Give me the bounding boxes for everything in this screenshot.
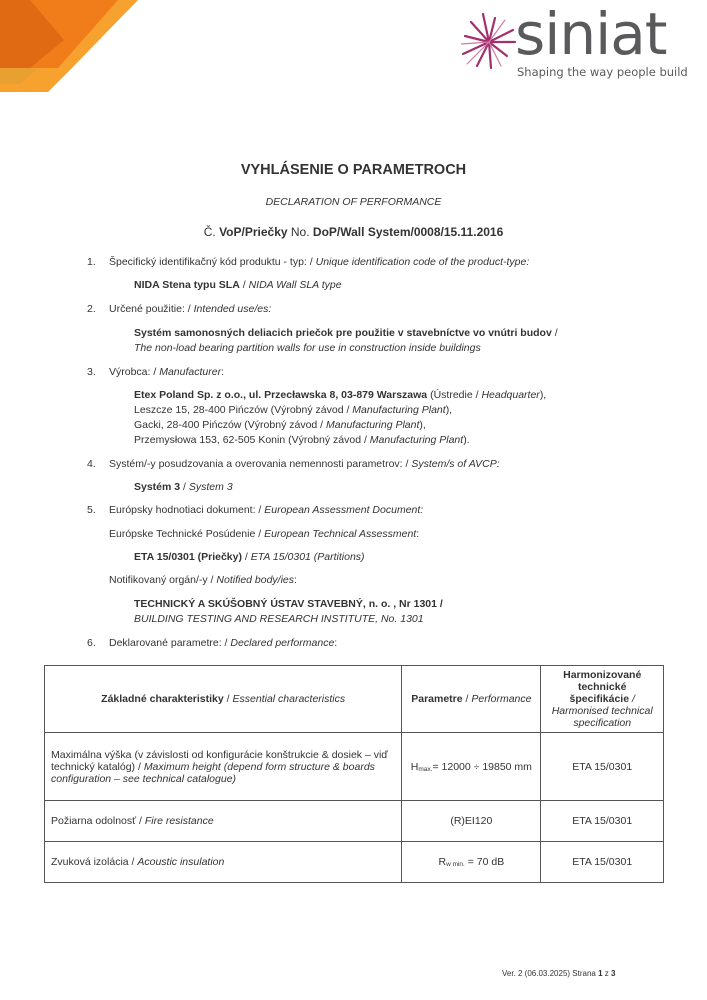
separator: / [242, 279, 246, 291]
label-sk: Systém/-y posudzovania a overovania nemennosti parametrov: / [109, 458, 409, 470]
value-sk: Systém samonosných deliacich priečok pre použitie v stavebníctve vo vnútri budov [134, 327, 552, 339]
hq-close: ), [539, 389, 547, 401]
label-sk: Notifikovaný orgán/-y / [109, 574, 214, 586]
label-sk: Určené použitie: / [109, 303, 191, 315]
separator: / [244, 551, 248, 563]
header-sk: Základné charakteristiky [101, 693, 224, 705]
perf-subscript: w min. [446, 861, 465, 868]
starburst-icon [461, 12, 517, 72]
section-number: 5. [87, 504, 96, 516]
plant-end: ). [463, 434, 470, 446]
label-sk: Európske Technické Posúdenie / [109, 528, 262, 540]
manufacturer-plant [134, 434, 470, 446]
cell-characteristic [45, 842, 402, 883]
value-en: NIDA Wall SLA type [248, 279, 342, 291]
document-subtitle: DECLARATION OF PERFORMANCE [265, 196, 442, 208]
section-number: 3. [87, 366, 96, 378]
separator: / [465, 693, 469, 705]
header-en: Essential characteristics [232, 693, 346, 705]
section-2-value-sk [134, 327, 558, 339]
perf-value: (R)EI120 [450, 815, 493, 827]
section-1-value [134, 279, 342, 291]
hq-type-en: Headquarter [481, 389, 540, 401]
siniat-logo [461, 0, 688, 82]
hq-address: Etex Poland Sp. z o.o., ul. Przecławska 8, 03-879 Warszawa [134, 389, 428, 401]
value-sk: NIDA Stena typu SLA [134, 279, 240, 291]
table-row [45, 801, 664, 842]
docno-prefix: Č. [203, 225, 216, 239]
corner-decoration [0, 0, 140, 92]
section-3-text [109, 366, 224, 378]
section-1-text [109, 256, 529, 268]
logo-wordmark: siniat [515, 0, 667, 68]
cell-performance [402, 842, 541, 883]
colon: : [416, 528, 420, 540]
plant-end: ), [419, 419, 426, 431]
cell-characteristic [45, 733, 402, 801]
document-title: VYHLÁSENIE O PARAMETROCH [240, 162, 467, 178]
cell-characteristic [45, 801, 402, 842]
section-5-text [109, 504, 423, 516]
eta-value [134, 551, 365, 563]
char-en: Fire resistance [144, 815, 214, 827]
cell-spec: ETA 15/0301 [541, 801, 664, 842]
docno-mid: No. [290, 225, 310, 239]
section-number: 6. [87, 637, 96, 649]
label-en: Intended use/es: [193, 303, 272, 315]
header-harmonised-spec [541, 666, 664, 733]
colon: : [221, 366, 224, 378]
label-en: Unique identification code of the product-type: [315, 256, 530, 268]
char-en: Maximum height (depend form structure & boards configuration – see technical catalogue) [51, 760, 375, 785]
char-sk: Maximálna výška (v závislosti od konfigurácie konštrukcie & dosiek – viď technický katalóg) / [51, 748, 388, 773]
footer-of: z [604, 969, 609, 978]
section-2-value-en: The non-load bearing partition walls for use in construction inside buildings [134, 342, 481, 354]
docno-en: DoP/Wall System/0008/15.11.2016 [312, 225, 504, 239]
docno-sk: VoP/Priečky [219, 225, 288, 239]
document-number [0, 225, 707, 239]
page-footer [502, 969, 615, 978]
header-sk: Parametre [411, 693, 463, 705]
hq-type-sk: (Ústredie / [430, 389, 479, 401]
char-sk: Požiarna odolnosť / [51, 815, 142, 827]
perf-value: = 70 dB [464, 856, 505, 868]
manufacturer-hq [134, 389, 546, 401]
footer-version: Ver. 2 (06.03.2025) Strana [502, 969, 596, 978]
char-en: Acoustic insulation [137, 856, 225, 868]
cell-performance [402, 733, 541, 801]
colon: : [294, 574, 297, 586]
cell-spec: ETA 15/0301 [541, 733, 664, 801]
manufacturer-plant [134, 419, 426, 431]
label-sk: Európsky hodnotiaci dokument: / [109, 504, 262, 516]
value-en: System 3 [188, 481, 233, 493]
section-2-text [109, 303, 271, 315]
section-number: 1. [87, 256, 96, 268]
cell-performance [402, 801, 541, 842]
separator: / [226, 693, 230, 705]
label-en: Declared performance [230, 637, 335, 649]
plant-address: Leszcze 15, 28-400 Pińczów (Výrobný závod / [134, 404, 350, 416]
label-en: Manufacturer [159, 366, 222, 378]
header-en: / Harmonised technical specification [551, 693, 653, 729]
perf-subscript: max. [418, 765, 433, 773]
section-number: 4. [87, 458, 96, 470]
perf-value: = 12000 ÷ 19850 mm [432, 760, 532, 773]
table-row [45, 733, 664, 801]
table-header-row [45, 666, 664, 733]
label-en: European Technical Assessment [264, 528, 417, 540]
label-sk: Špecifický identifikačný kód produktu - typ: / [109, 256, 313, 268]
plant-type-en: Manufacturing Plant [326, 419, 420, 431]
label-sk: Výrobca: / [109, 366, 157, 378]
plant-address: Przemysłowa 153, 62-505 Konin (Výrobný závod / [134, 434, 367, 446]
char-sk: Zvuková izolácia / [51, 856, 135, 868]
logo-tagline: Shaping the way people build [517, 65, 688, 79]
label-en: System/s of AVCP: [411, 458, 500, 470]
performance-table [44, 665, 664, 883]
plant-end: ), [445, 404, 453, 416]
colon: : [334, 637, 338, 649]
perf-symbol: H [410, 760, 419, 773]
separator: / [554, 327, 558, 339]
separator: / [183, 481, 186, 493]
section-4-value [134, 481, 233, 493]
header-sk: Harmonizované technické špecifikácie [563, 669, 642, 705]
header-essential-characteristics [45, 666, 402, 733]
label-sk: Deklarované parametre: / [109, 637, 228, 649]
section-6-text [109, 637, 337, 649]
notified-body-sk: TECHNICKÝ A SKÚŠOBNÝ ÚSTAV STAVEBNÝ, n. o. , Nr 1301 / [134, 598, 443, 610]
plant-type-en: Manufacturing Plant [352, 404, 446, 416]
cell-spec: ETA 15/0301 [541, 842, 664, 883]
notified-body-en: BUILDING TESTING AND RESEARCH INSTITUTE, No. 1301 [134, 613, 424, 625]
manufacturer-plant [134, 404, 452, 416]
footer-total: 3 [611, 969, 616, 978]
eta-label [109, 528, 419, 540]
section-number: 2. [87, 303, 96, 315]
notified-body-label [109, 574, 297, 586]
label-en: Notified body/ies [216, 574, 295, 586]
value-sk: Systém 3 [134, 481, 181, 493]
value-en: ETA 15/0301 (Partitions) [250, 551, 365, 563]
header-performance [402, 666, 541, 733]
footer-page: 1 [598, 969, 603, 978]
header-en: Performance [471, 693, 532, 705]
label-en: European Assessment Document: [264, 504, 424, 516]
plant-address: Gacki, 28-400 Pińczów (Výrobný závod / [134, 419, 324, 431]
perf-symbol: R [438, 856, 447, 868]
table-row [45, 842, 664, 883]
section-4-text [109, 458, 500, 470]
value-sk: ETA 15/0301 (Priečky) [134, 551, 242, 563]
plant-type-en: Manufacturing Plant [369, 434, 464, 446]
